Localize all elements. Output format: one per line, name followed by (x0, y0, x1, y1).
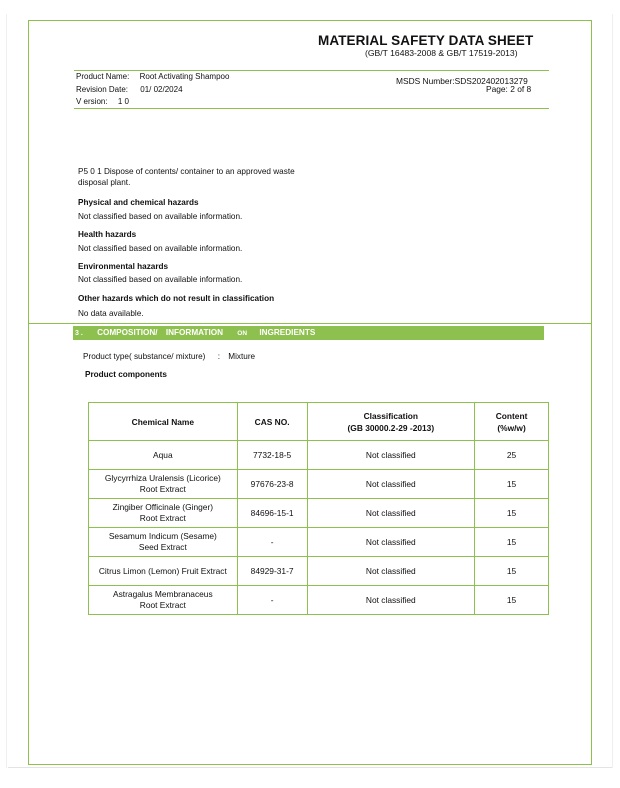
header-content-line-1: Content (495, 410, 528, 421)
other-hazards-text: No data available. (78, 309, 144, 318)
page-frame (28, 20, 592, 765)
cell-content: 25 (475, 441, 549, 470)
cell-cas: 84696-15-1 (237, 499, 307, 528)
product-type-value: Mixture (228, 352, 256, 361)
section-title-word-4: INGREDIENTS (259, 328, 316, 337)
page-edge-right (612, 14, 613, 768)
cell-classification: Not classified (307, 499, 475, 528)
chemical-name-line-1: Glycyrrhiza Uralensis (Licorice) (104, 473, 221, 483)
revision-date-value: 01/ 02/2024 (140, 85, 183, 94)
chemical-name-line-1: Citrus Limon (Lemon) Fruit Extract (98, 565, 227, 576)
header-cas-no: CAS NO. (237, 403, 307, 441)
version-value: 1 0 (117, 97, 129, 106)
cell-content: 15 (475, 528, 549, 557)
section-title-word-3: ON (237, 330, 248, 337)
product-type-label: Product type( substance/ mixture) (83, 352, 206, 361)
chemical-name-line-1: Sesamum Indicum (Sesame) (108, 531, 217, 541)
composition-table (88, 402, 549, 615)
product-name-row (76, 72, 229, 81)
chemical-name-line-1: Aqua (153, 449, 173, 460)
chemical-name-line-2: Root Extract (139, 600, 186, 610)
cell-classification: Not classified (307, 441, 475, 470)
page-bottom-edge (8, 767, 612, 768)
section-3-header (73, 326, 544, 340)
cell-classification: Not classified (307, 557, 475, 586)
cell-content: 15 (475, 470, 549, 499)
header-classification-line-1: Classification (363, 410, 419, 421)
section-title-word-2: INFORMATION (165, 328, 224, 337)
health-hazards-heading: Health hazards (78, 230, 137, 239)
version-row (76, 97, 129, 106)
cell-cas: - (237, 586, 307, 615)
cell-content: 15 (475, 586, 549, 615)
cell-classification: Not classified (307, 528, 475, 557)
p501-statement-cont: disposal plant. (78, 178, 131, 187)
product-type-colon: : (217, 352, 220, 361)
chemical-name-line-2: Seed Extract (138, 542, 187, 552)
table-row (89, 470, 549, 499)
table-row (89, 499, 549, 528)
header-content (475, 403, 549, 441)
table-row (89, 441, 549, 470)
header-chemical-name: Chemical Name (89, 403, 238, 441)
version-label: V ersion: (76, 97, 108, 106)
document-title: MATERIAL SAFETY DATA SHEET (318, 33, 534, 48)
section-title-word-1: COMPOSITION/ (97, 328, 158, 337)
chemical-name-line-2: Root Extract (139, 513, 186, 523)
other-hazards-heading: Other hazards which do not result in classification (78, 294, 275, 303)
header-divider-bottom (74, 108, 549, 109)
product-name-label: Product Name: (76, 72, 130, 81)
table-row (89, 586, 549, 615)
cell-chemical-name (89, 528, 238, 557)
physical-hazards-heading: Physical and chemical hazards (78, 198, 199, 207)
cell-content: 15 (475, 557, 549, 586)
cell-chemical-name (89, 586, 238, 615)
chemical-name-line-2: Root Extract (139, 484, 186, 494)
physical-hazards-text: Not classified based on available information. (78, 212, 243, 221)
cell-chemical-name (89, 557, 238, 586)
revision-date-label: Revision Date: (76, 85, 129, 94)
cell-content: 15 (475, 499, 549, 528)
environmental-hazards-heading: Environmental hazards (78, 262, 169, 271)
cell-cas: 7732-18-5 (237, 441, 307, 470)
header-content-line-2: (%w/w) (497, 422, 526, 433)
cell-cas: - (237, 528, 307, 557)
table-row (89, 557, 549, 586)
cell-chemical-name (89, 441, 238, 470)
cell-cas: 84929-31-7 (237, 557, 307, 586)
product-type-row (83, 351, 255, 362)
msds-number: MSDS Number:SDS202402013279 (396, 76, 528, 86)
table-header-row (89, 403, 549, 441)
health-hazards-text: Not classified based on available information. (78, 244, 243, 253)
page-number: Page: 2 of 8 (486, 84, 532, 94)
revision-date-row (76, 85, 183, 94)
cell-chemical-name (89, 470, 238, 499)
page-edge-left (6, 14, 7, 768)
header-classification (307, 403, 475, 441)
chemical-name-line-1: Astragalus Membranaceus (113, 589, 213, 599)
product-name-value: Root Activating Shampoo (139, 72, 230, 81)
product-components-heading: Product components (85, 370, 167, 379)
cell-classification: Not classified (307, 470, 475, 499)
section-divider (28, 323, 592, 324)
p501-statement: P5 0 1 Dispose of contents/ container to an approved waste (78, 167, 295, 176)
cell-chemical-name (89, 499, 238, 528)
document-standards: (GB/T 16483-2008 & GB/T 17519-2013) (365, 48, 518, 58)
chemical-name-line-1: Zingiber Officinale (Ginger) (112, 502, 214, 512)
header-divider-top (74, 70, 549, 71)
table-row (89, 528, 549, 557)
header-classification-line-2: (GB 30000.2-29 -2013) (347, 422, 435, 433)
cell-classification: Not classified (307, 586, 475, 615)
section-number: 3 . (75, 330, 83, 337)
environmental-hazards-text: Not classified based on available information. (78, 275, 243, 284)
cell-cas: 97676-23-8 (237, 470, 307, 499)
